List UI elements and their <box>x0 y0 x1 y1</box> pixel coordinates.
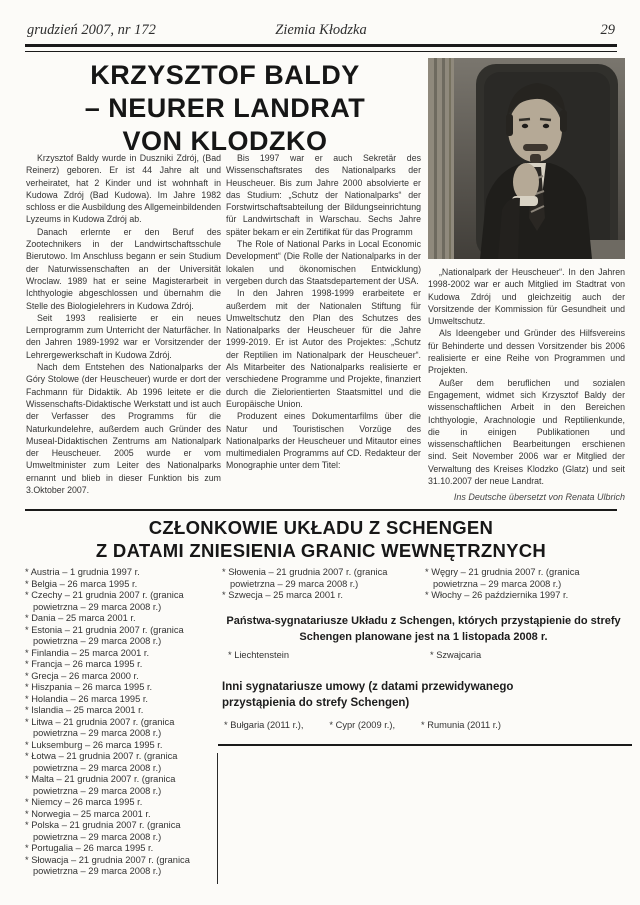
other-signatories-members <box>224 720 501 730</box>
section-divider <box>25 509 617 511</box>
article-paragraph: In den Jahren 1998-1999 erarbeitete er außerdem mit der Nationalen Stiftung für Umweltschutz den Plan des Schutzes des Nationalparks der Heuscheuer für die Jahre 1999-2019. Er ist Autor des Projektes: „Schutz der Reptilien im Nationalpark der Heuscheuer“. Als Mitarbeiter des Nationalparks realisierte er verschiedene Programme und Projekte, finanziert durch die Zielorientierten Staatsmittel und die Europäische Union. <box>226 288 421 409</box>
member-country-item: * Litwa – 21 grudnia 2007 r. (granica powietrzna – 29 marca 2008 r.) <box>25 716 175 738</box>
article-column-3 <box>428 266 625 487</box>
member-country-item: * Estonia – 21 grudnia 2007 r. (granica powietrzna – 29 marca 2008 r.) <box>25 624 184 646</box>
member-country-item: * Portugalia – 26 marca 1995 r. <box>25 843 154 853</box>
member-country-item: * Słowenia – 21 grudnia 2007 r. (granica powietrzna – 29 marca 2008 r.) <box>222 567 388 589</box>
column-divider <box>217 753 218 884</box>
member-country-item: * Słowacja – 21 grudnia 2007 r. (granica powietrzna – 29 marca 2008 r.) <box>25 854 190 876</box>
planned-member-item: * Szwajcaria <box>430 650 482 660</box>
article-title-line: – NEURER LANDRAT <box>84 93 366 123</box>
schengen-members-column-2 <box>222 567 424 602</box>
member-country-item: * Węgry – 21 grudnia 2007 r. (granica powietrzna – 29 marca 2008 r.) <box>425 567 580 589</box>
article-title-line: KRZYSZTOF BALDY <box>90 60 360 90</box>
member-country-item: * Polska – 21 grudnia 2007 r. (granica powietrzna – 29 marca 2008 r.) <box>25 820 181 842</box>
member-country-item: * Francja – 26 marca 1995 r. <box>25 659 143 669</box>
bottom-divider <box>218 744 632 746</box>
article-paragraph: „Nationalpark der Heuscheuer“. In den Jahren 1998-2002 war er auch Mitglied im Stadtrat von Kudowa Zdrój und gleichzeitig auch der Vorsitzende der Kommission für Gesundheit und Umweltschutz. <box>428 267 625 327</box>
member-country-item: * Łotwa – 21 grudnia 2007 r. (granica powietrzna – 29 marca 2008 r.) <box>25 751 178 773</box>
planned-accession-heading: Państwa-sygnatariusze Układu z Schengen, których przystąpienie do strefy Schengen planowane jest na 1 listopada 2008 r. <box>226 615 621 643</box>
other-signatories-heading: Inni sygnatariusze umowy (z datami przewidywanego przystąpienia do strefy Schengen) <box>222 681 514 709</box>
article-paragraph: Bis 1997 war er auch Sekretär des Wissenschaftsrates des Nationalparks der Heuscheuer. Bis zum Jahre 2000 absolvierte er das Studium: „Schutz der Nationalparks“ der Forstwirtschaftsabteilung der Bildungseinrichtung für Landwirtschaft in Warschau. Sechs Jahre später bekam er ein Zertifikat für das Programm <box>226 153 421 237</box>
member-country-item: * Belgia – 26 marca 1995 r. <box>25 578 138 589</box>
member-country-item: * Finlandia – 25 marca 2001 r. <box>25 647 150 658</box>
article-column-2 <box>226 152 421 472</box>
header-divider <box>25 44 617 52</box>
page-header <box>27 22 615 39</box>
member-country-item: * Niemcy – 26 marca 1995 r. <box>25 797 143 807</box>
translator-credit: Ins Deutsche übersetzt von Renata Ulbrich <box>453 492 625 502</box>
article-paragraph: Außer dem beruflichen und sozialen Engagement, widmet sich Krzysztof Baldy der wissenschaftlichen Arbeit in den Bereichen Ichthyologie, Arachnologie und Reptilienkunde, die in einigen Publikationen und wissenschaftlichen Bearbeitungen erschienen sind. Seit November 2006 war er Mitglied der Verwaltung des Kreises Klodzko (Glatz) und seit 31.10.2007 der neue Landrat. <box>428 377 625 487</box>
header-issue-date: grudzień 2007, nr 172 <box>27 22 156 38</box>
schengen-heading-line1: CZŁONKOWIE UKŁADU Z SCHENGEN <box>148 517 494 538</box>
article-paragraph: Nach dem Entstehen des Nationalparks der Góry Stolowe (der Heuscheuer) wurde er dort der Fachmann für Didaktik. Ab 1996 leitete er die Wissenschafts-Didaktische Werkstatt und ist auch der Verfasser des Programms für die Naturkundelehre, außerdem auch Gründer des Museal-Didaktischen Zentrums am Nationalpark der Heuscheuer. 2005 wurde er vom Umweltminister zum Leiter des Nationalparks ernannt und blieb in dieser Funktion bis zum 3.Oktober 2007. <box>26 362 221 496</box>
member-country-item: * Islandia – 25 marca 2001 r. <box>25 705 144 715</box>
member-country-item: * Austria – 1 grudnia 1997 r. <box>25 567 140 577</box>
article-paragraph: Produzent eines Dokumentarfilms über die Natur und Touristischen Vorzüge des Nationalparks der Heuscheuer und Mitautor eines multimedialen Programms auf CD. Redakteur der Monographie unter dem Titel: <box>226 411 421 471</box>
member-country-item: * Włochy – 26 października 1997 r. <box>425 590 569 600</box>
other-signatory-item: * Rumunia (2011 r.) <box>421 720 501 730</box>
schengen-members-column-3 <box>425 567 625 602</box>
article-paragraph: Danach erlernte er den Beruf des Zootechnikers in der Landwirtschaftsschule Bierutowo. Im Anschluss begann er sein Studium der Naturwissenschaften an der Universität Wroclaw. 1989 hat er seine Magisterarbeit in Ichthyologie abgeschlossen und übernahm die Stelle des Biologielehrers in Kudowa Zdrój. <box>26 226 221 311</box>
member-country-item: * Norwegia – 25 marca 2001 r. <box>25 808 151 819</box>
member-country-item: * Holandia – 26 marca 1995 r. <box>25 693 149 704</box>
article-title-line: VON KLODZKO <box>122 126 328 156</box>
member-country-item: * Malta – 21 grudnia 2007 r. (granica powietrzna – 29 marca 2008 r.) <box>25 774 176 796</box>
other-signatory-item: * Cypr (2009 r.), <box>329 720 396 730</box>
other-signatory-item: * Bułgaria (2011 r.), <box>224 720 304 730</box>
header-page-number: 29 <box>600 22 615 38</box>
header-journal-title: Ziemia Kłodzka <box>275 22 367 38</box>
schengen-members-column-1 <box>25 567 221 878</box>
article-column-1 <box>26 152 221 496</box>
article-paragraph: Krzysztof Baldy wurde in Duszniki Zdrój, (Bad Reinerz) geboren. Er ist 44 Jahre alt und verheiratet, hat 2 Kinder und ist wohnhaft in Kudowa Zdrój (Bad Kudowa). Im Jahre 1982 schloss er die Ausbildung des Allgemeinbildenden Lyzeums in Kudowa Zdrój ab. <box>26 153 221 225</box>
schengen-section-heading <box>25 516 617 562</box>
article-paragraph: Seit 1993 realisierte er ein neues Lernprogramm zum Unterricht der Naturfächer. In den Jahren 1989-1992 war er Vorsitzender der Lehrergewerkschaft in Kudowa Zdrój. <box>26 312 221 360</box>
member-country-item: * Luksemburg – 26 marca 1995 r. <box>25 739 163 750</box>
member-country-item: * Grecja – 26 marca 2000 r. <box>25 670 139 681</box>
planned-member-item: * Liechtenstein <box>228 650 289 660</box>
article-paragraph: Als Ideengeber und Gründer des Hilfsvereins für Behinderte und dessen Vorsitzender bis 2006 realisierte er eine Reihe von Programmen und Projekten. <box>428 328 625 376</box>
planned-accession-members <box>228 650 625 660</box>
article-paragraph: The Role of National Parks in Local Economic Development“ (Die Rolle der Nationalparks in der lokalen und ökonomischen Entwicklung) vergeben durch das Staatsdepartement der USA. <box>226 239 421 286</box>
article-title <box>28 59 422 158</box>
member-country-item: * Szwecja – 25 marca 2001 r. <box>222 590 343 600</box>
member-country-item: * Hiszpania – 26 marca 1995 r. <box>25 682 153 692</box>
member-country-item: * Czechy – 21 grudnia 2007 r. (granica powietrzna – 29 marca 2008 r.) <box>25 590 184 612</box>
member-country-item: * Dania – 25 marca 2001 r. <box>25 613 136 623</box>
portrait-photo <box>428 58 625 259</box>
portrait-photo-illustration <box>428 58 625 259</box>
schengen-heading-line2: Z DATAMI ZNIESIENIA GRANIC WEWNĘTRZNYCH <box>95 540 547 561</box>
